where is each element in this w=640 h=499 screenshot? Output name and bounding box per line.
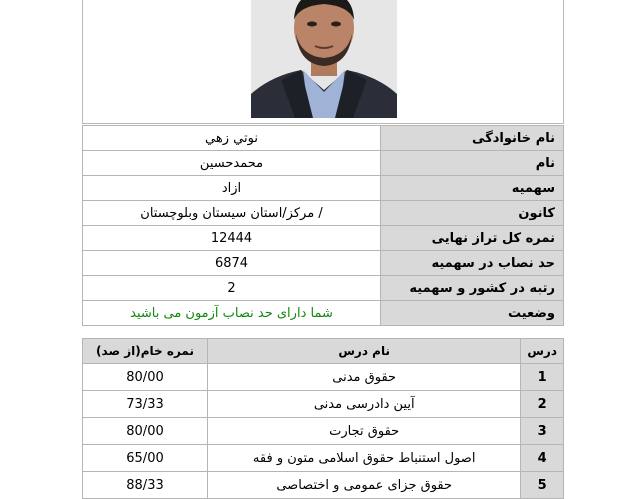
photo-frame [82, 0, 564, 124]
label-threshold: حد نصاب در سهمیه [381, 251, 564, 276]
table-row [83, 364, 564, 391]
course-number: 5 [521, 472, 564, 499]
info-row-status [83, 301, 564, 326]
course-score: 80/00 [83, 364, 208, 391]
label-firstname: نام [381, 151, 564, 176]
info-row-center [83, 201, 564, 226]
table-row [83, 445, 564, 472]
info-row-rank [83, 276, 564, 301]
course-number: 4 [521, 445, 564, 472]
course-name: اصول استنباط حقوق اسلامی متون و فقه [208, 445, 521, 472]
info-row-quota [83, 176, 564, 201]
label-center: کانون [381, 201, 564, 226]
info-row-lastname [83, 126, 564, 151]
value-center: / مرکز/استان سيستان وبلوچستان [83, 201, 381, 226]
value-lastname: نوتي زهي [83, 126, 381, 151]
label-status: وضعیت [381, 301, 564, 326]
value-rank: 2 [83, 276, 381, 301]
course-score: 88/33 [83, 472, 208, 499]
info-row-firstname [83, 151, 564, 176]
scores-header-row [83, 339, 564, 364]
course-number: 1 [521, 364, 564, 391]
header-course-number: درس [521, 339, 564, 364]
value-total-score: 12444 [83, 226, 381, 251]
course-name: حقوق مدنی [208, 364, 521, 391]
table-row [83, 418, 564, 445]
course-score: 65/00 [83, 445, 208, 472]
header-course-name: نام درس [208, 339, 521, 364]
course-number: 3 [521, 418, 564, 445]
status-message: شما دارای حد نصاب آزمون می باشید [83, 301, 381, 326]
candidate-info-table [82, 125, 564, 326]
value-threshold: 6874 [83, 251, 381, 276]
table-row [83, 472, 564, 499]
course-score: 80/00 [83, 418, 208, 445]
label-total-score: نمره کل تراز نهایی [381, 226, 564, 251]
course-name: آيين دادرسی مدنی [208, 391, 521, 418]
info-row-total-score [83, 226, 564, 251]
candidate-photo [251, 0, 397, 118]
value-firstname: محمدحسين [83, 151, 381, 176]
course-scores-table [82, 338, 564, 499]
course-number: 2 [521, 391, 564, 418]
table-row [83, 391, 564, 418]
course-name: حقوق تجارت [208, 418, 521, 445]
course-score: 73/33 [83, 391, 208, 418]
header-raw-score: نمره خام(از صد) [83, 339, 208, 364]
value-quota: ازاد [83, 176, 381, 201]
label-lastname: نام خانوادگی [381, 126, 564, 151]
course-name: حقوق جزای عمومی و اختصاصی [208, 472, 521, 499]
info-row-threshold [83, 251, 564, 276]
label-quota: سهمیه [381, 176, 564, 201]
label-rank: رتبه در کشور و سهمیه [381, 276, 564, 301]
